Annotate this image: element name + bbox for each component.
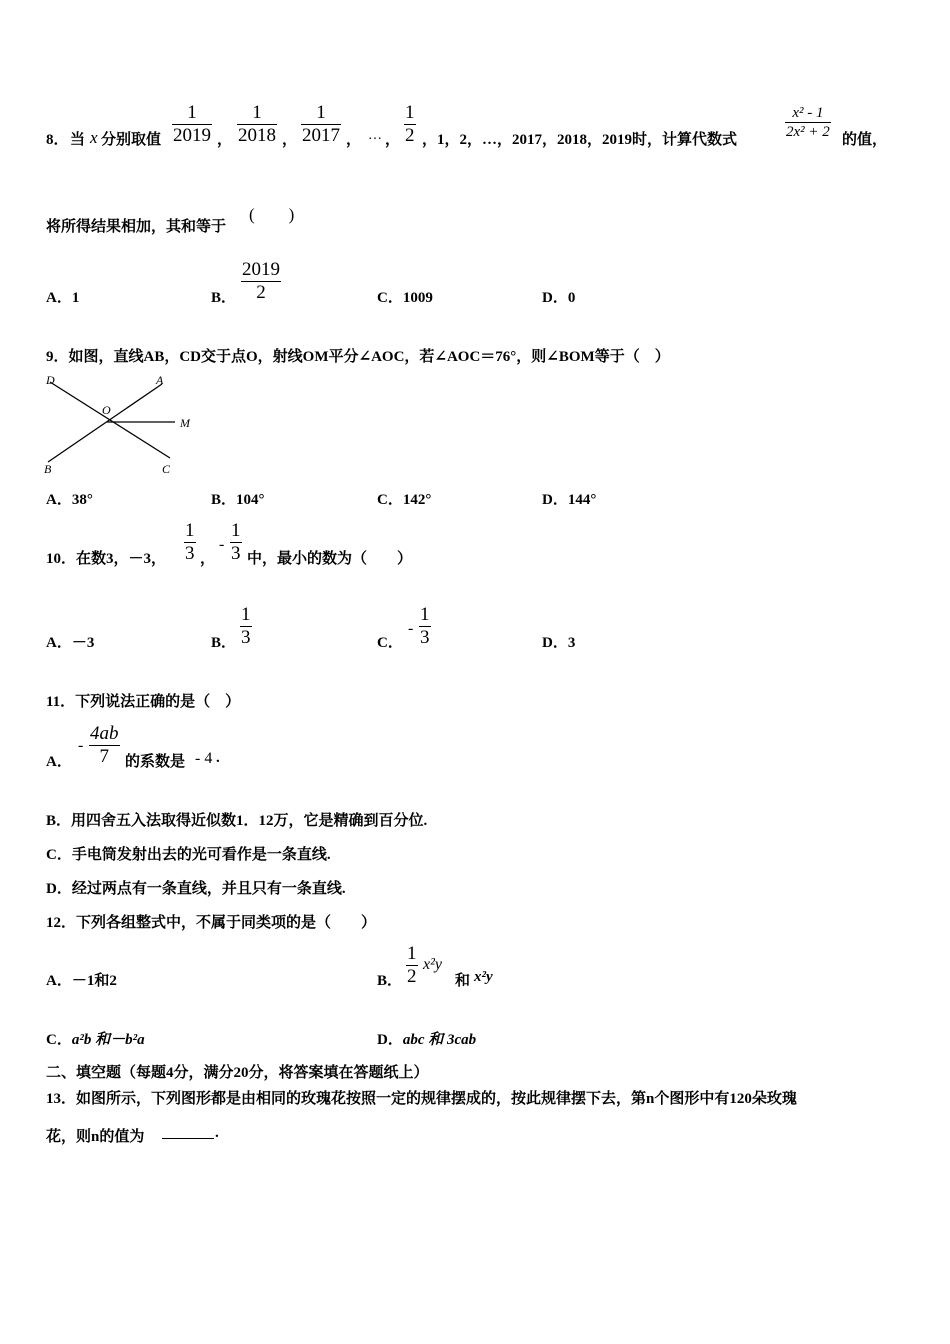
q8-option-a[interactable]	[46, 286, 79, 307]
q8-option-a-value: 1	[71, 290, 80, 306]
label-b: B	[44, 462, 52, 476]
q13-line1: 13．如图所示，下列图形都是由相同的玫瑰花按照一定的规律摆成的，按此规律摆下去，第n个图形中有120朵玫瑰	[46, 1091, 797, 1107]
q10-frac-1	[184, 520, 196, 565]
q9-figure	[40, 370, 210, 480]
q8-ellipsis: …	[368, 128, 382, 143]
q10-option-a-value: －3	[71, 635, 95, 651]
q8-frac-2-den: 2018	[238, 125, 276, 146]
q9-option-a-label: A．	[46, 492, 72, 508]
q13-line2: 花，则n的值为	[46, 1129, 145, 1145]
label-m: M	[180, 416, 190, 430]
q10-option-c-frac	[419, 604, 431, 649]
q12-option-c[interactable]	[46, 1028, 145, 1049]
q8-comma-3: ，	[346, 132, 362, 148]
q12-option-a[interactable]: A．－1和2	[46, 973, 117, 989]
q8-option-c-value: 1009	[402, 290, 433, 306]
q8-expr-den: 2x² + 2	[786, 124, 830, 140]
q8-var: x	[90, 128, 98, 147]
q12-b-frac	[406, 943, 418, 988]
q11-a-value: - 4	[195, 750, 213, 767]
q9-text: 9．如图，直线AB，CD交于点O，射线OM平分∠AOC，若∠AOC＝76°，则∠BOM等于（ ）	[46, 349, 670, 365]
q8-frac-4-den: 2	[405, 125, 415, 146]
q12-option-b-label[interactable]: B．	[377, 973, 403, 989]
q8-expression	[785, 104, 831, 141]
q12-b-term2: x²y	[474, 969, 493, 985]
q8-tail: 的值，	[842, 132, 888, 148]
q11-a-frac	[89, 723, 120, 768]
q9-option-c-value: 142°	[402, 492, 432, 508]
q10-option-a-label: A．	[46, 635, 72, 651]
q12-option-c-label: C．	[46, 1032, 72, 1048]
q11-a-tail: 的系数是	[125, 754, 186, 770]
q9-option-a[interactable]	[46, 488, 93, 509]
q8-option-d-label: D．	[542, 290, 568, 306]
q12-b-den: 2	[407, 966, 417, 987]
q12-option-d-label: D．	[377, 1032, 403, 1048]
q9-option-b-value: 104°	[236, 492, 265, 508]
q11-a-den: 7	[89, 745, 120, 768]
q8-frac-3	[301, 102, 341, 147]
q10-frac-2-num: 1	[231, 520, 241, 541]
q8-option-b-label[interactable]: B．	[211, 290, 237, 306]
q8-mid-text: ，1，2，…，2017，2018，2019时，计算代数式	[422, 132, 738, 148]
q8-frac-3-den: 2017	[302, 125, 340, 146]
q9-option-d[interactable]	[542, 488, 596, 509]
q10-option-c-num: 1	[420, 604, 430, 625]
q10-option-b-num: 1	[241, 604, 251, 625]
q9-option-b-label: B．	[211, 492, 237, 508]
q10-option-a[interactable]	[46, 631, 94, 652]
q12-b-and: 和	[455, 973, 471, 989]
q10-option-d[interactable]	[542, 631, 575, 652]
q10-option-c-den: 3	[420, 627, 430, 648]
q8-frac-4	[404, 102, 416, 147]
q10-frac-1-num: 1	[185, 520, 195, 541]
q12-option-d[interactable]	[377, 1028, 476, 1049]
q8-option-d[interactable]	[542, 286, 575, 307]
q12-option-d-expr: abc 和 3cab	[402, 1032, 477, 1048]
q8-lead: 当	[70, 132, 86, 148]
q8-frac-1-num: 1	[187, 102, 197, 123]
q12-option-c-expr: a²b 和－b²a	[71, 1032, 145, 1048]
q8-comma-2: ，	[282, 132, 298, 148]
q10-option-b-frac	[240, 604, 252, 649]
q8-comma-1: ，	[217, 132, 233, 148]
q11-text: 11．下列说法正确的是（ ）	[46, 694, 241, 710]
q11-a-num: 4ab	[90, 723, 119, 744]
q11-option-d[interactable]: D．经过两点有一条直线，并且只有一条直线.	[46, 881, 346, 897]
q8-option-a-label: A．	[46, 290, 72, 306]
q10-frac-2-den: 3	[231, 543, 241, 564]
line-ab	[48, 384, 162, 462]
q8-option-b-frac	[241, 259, 281, 304]
q13-end: .	[215, 1125, 219, 1141]
q8-option-c[interactable]	[377, 286, 433, 307]
q10-lead: 10．在数3，－3，	[46, 551, 167, 567]
q8-option-b-num: 2019	[242, 259, 280, 280]
q10-option-c-label[interactable]: C．	[377, 635, 403, 651]
q10-option-d-value: 3	[567, 635, 576, 651]
q8-lead2: 分别取值	[101, 132, 162, 148]
q8-option-c-label: C．	[377, 290, 403, 306]
q10-option-b-den: 3	[241, 627, 251, 648]
q9-option-a-value: 38°	[71, 492, 93, 508]
q8-number: 8．	[46, 132, 69, 148]
q8-option-b-den: 2	[241, 281, 281, 304]
q11-option-c[interactable]: C．手电筒发射出去的光可看作是一条直线.	[46, 847, 331, 863]
q10-sep: ，	[200, 551, 216, 567]
q13-answer-blank[interactable]	[162, 1126, 214, 1144]
q10-tail: 中，最小的数为（ ）	[247, 551, 413, 567]
q11-option-a-label[interactable]: A．	[46, 754, 72, 770]
q11-a-end: .	[216, 750, 220, 766]
q10-frac-2	[230, 520, 242, 565]
q10-minus: -	[219, 536, 225, 553]
q10-frac-1-den: 3	[185, 543, 195, 564]
q8-comma-4: ，	[385, 132, 401, 148]
label-a: A	[156, 373, 164, 387]
q10-option-b-label[interactable]: B．	[211, 635, 237, 651]
q8-option-d-value: 0	[567, 290, 576, 306]
q9-option-c[interactable]	[377, 488, 431, 509]
q8-expr-num: x² - 1	[792, 105, 824, 121]
q9-option-d-label: D．	[542, 492, 568, 508]
q11-a-minus: -	[78, 737, 84, 754]
q9-option-d-value: 144°	[567, 492, 597, 508]
q8-frac-4-num: 1	[405, 102, 415, 123]
q9-option-b[interactable]	[211, 488, 265, 509]
q8-frac-2-num: 1	[252, 102, 262, 123]
label-d: D	[46, 373, 55, 387]
label-o: O	[102, 403, 111, 417]
section-2-title: 二、填空题（每题4分，满分20分，将答案填在答题纸上）	[46, 1065, 429, 1081]
label-c: C	[162, 462, 171, 476]
q8-line2: 将所得结果相加，其和等于	[46, 219, 227, 235]
q10-option-d-label: D．	[542, 635, 568, 651]
q10-option-c-minus: -	[408, 620, 414, 637]
q8-frac-3-num: 1	[316, 102, 326, 123]
q12-b-term: x²y	[423, 956, 442, 973]
q12-text: 12．下列各组整式中，不属于同类项的是（ ）	[46, 915, 377, 931]
q9-option-c-label: C．	[377, 492, 403, 508]
q8-paren: ( )	[249, 205, 295, 224]
q11-option-b[interactable]: B．用四舍五入法取得近似数1．12万，它是精确到百分位.	[46, 813, 428, 829]
q12-b-num: 1	[407, 943, 417, 964]
q8-frac-1-den: 2019	[173, 125, 211, 146]
q8-frac-1	[172, 102, 212, 147]
q8-frac-2	[237, 102, 277, 147]
